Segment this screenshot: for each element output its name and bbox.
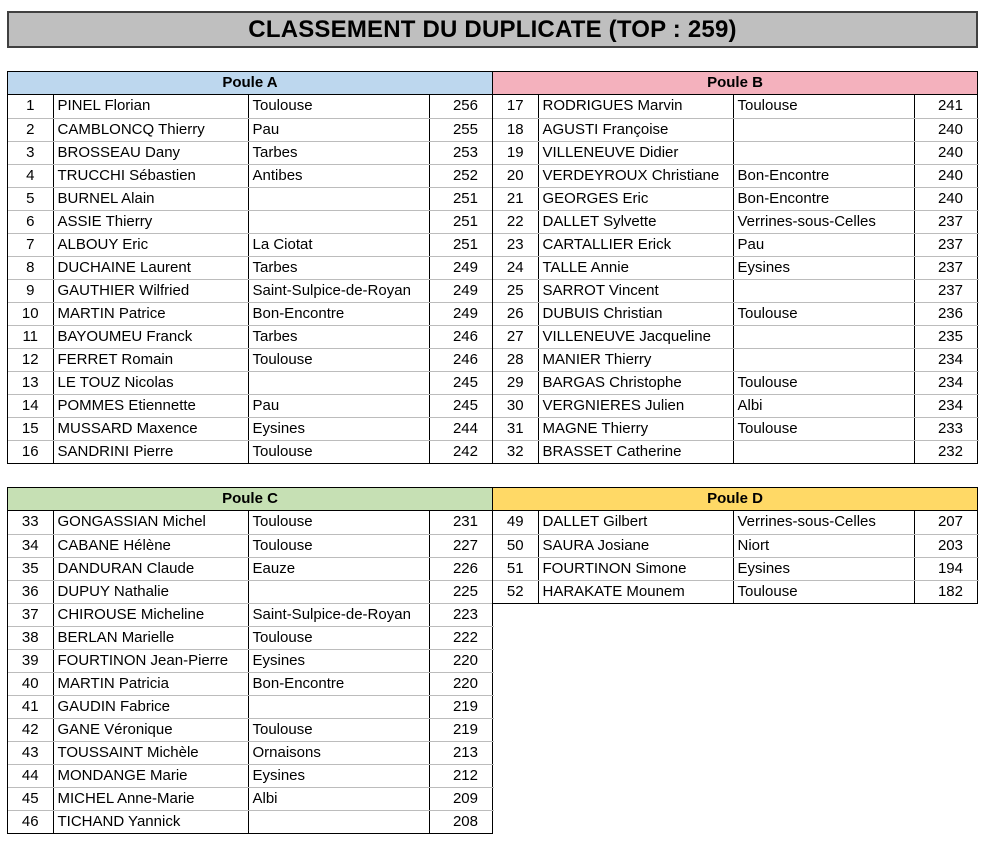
table-row <box>493 580 979 603</box>
city-cell: Antibes <box>248 164 429 187</box>
score-cell: 240 <box>914 164 979 187</box>
table-row <box>8 233 494 256</box>
city-cell: Verrines-sous-Celles <box>733 511 914 534</box>
city-cell: Toulouse <box>733 417 914 440</box>
player-name-cell: ALBOUY Eric <box>53 233 248 256</box>
city-cell <box>248 810 429 833</box>
player-name-cell: SARROT Vincent <box>538 279 733 302</box>
player-name-cell: MICHEL Anne-Marie <box>53 787 248 810</box>
score-cell: 232 <box>937 442 963 460</box>
player-name-cell: MUSSARD Maxence <box>53 417 248 440</box>
score-cell: 256 <box>429 95 494 118</box>
score-cell: 241 <box>914 95 979 118</box>
rank-cell: 37 <box>8 603 53 626</box>
player-name-cell: BROSSEAU Dany <box>53 141 248 164</box>
city-cell <box>733 440 914 463</box>
score-cell: 233 <box>914 417 979 440</box>
poule-a-table <box>7 71 493 464</box>
rank-cell: 13 <box>8 371 53 394</box>
rank-cell: 22 <box>493 210 538 233</box>
rank-cell: 50 <box>493 534 538 557</box>
rank-cell: 23 <box>493 233 538 256</box>
city-cell: Tarbes <box>248 256 429 279</box>
table-row <box>493 164 979 187</box>
score-cell: 237 <box>914 279 979 302</box>
score-cell: 236 <box>914 302 979 325</box>
player-name-cell: CAMBLONCQ Thierry <box>53 118 248 141</box>
rank-cell: 46 <box>8 810 53 833</box>
rank-cell: 41 <box>8 695 53 718</box>
table-row <box>493 233 979 256</box>
table-row <box>8 764 494 787</box>
score-cell: 242 <box>452 442 478 460</box>
player-name-cell: AGUSTI Françoise <box>538 118 733 141</box>
city-cell: Bon-Encontre <box>248 672 429 695</box>
score-cell: 219 <box>429 695 494 718</box>
rank-cell: 9 <box>8 279 53 302</box>
player-name-cell: CHIROUSE Micheline <box>53 603 248 626</box>
rank-cell: 43 <box>8 741 53 764</box>
poule-c-header: Poule C <box>8 488 492 511</box>
rank-cell: 3 <box>8 141 53 164</box>
city-cell: La Ciotat <box>248 233 429 256</box>
score-cell: 251 <box>429 187 494 210</box>
table-row <box>8 649 494 672</box>
score-cell: 255 <box>429 118 494 141</box>
player-name-cell: FOURTINON Jean-Pierre <box>53 649 248 672</box>
city-cell: Pau <box>248 118 429 141</box>
score-cell: 245 <box>429 371 494 394</box>
score-cell: 223 <box>429 603 494 626</box>
score-cell: 240 <box>914 118 979 141</box>
city-cell: Toulouse <box>248 348 429 371</box>
table-row <box>8 417 494 440</box>
score-cell: 237 <box>914 210 979 233</box>
table-row <box>493 511 979 534</box>
score-cell: 208 <box>452 812 478 830</box>
score-cell: 251 <box>429 233 494 256</box>
player-name-cell: DUCHAINE Laurent <box>53 256 248 279</box>
score-cell: 246 <box>429 348 494 371</box>
score-cell: 194 <box>914 557 979 580</box>
city-cell: Albi <box>733 394 914 417</box>
table-row <box>493 279 979 302</box>
city-cell <box>733 279 914 302</box>
player-name-cell: VILLENEUVE Didier <box>538 141 733 164</box>
rank-cell: 7 <box>8 233 53 256</box>
table-row <box>8 787 494 810</box>
player-name-cell: BARGAS Christophe <box>538 371 733 394</box>
table-row <box>493 371 979 394</box>
rank-cell: 18 <box>493 118 538 141</box>
score-cell: 212 <box>429 764 494 787</box>
rank-cell: 51 <box>493 557 538 580</box>
score-cell: 237 <box>914 233 979 256</box>
table-row <box>8 256 494 279</box>
city-cell: Eysines <box>248 764 429 787</box>
rank-cell: 27 <box>493 325 538 348</box>
city-cell: Pau <box>248 394 429 417</box>
table-row <box>8 672 494 695</box>
table-row <box>8 534 494 557</box>
player-name-cell: VILLENEUVE Jacqueline <box>538 325 733 348</box>
player-name-cell: SAURA Josiane <box>538 534 733 557</box>
page-title: CLASSEMENT DU DUPLICATE (TOP : 259) <box>7 11 978 48</box>
rank-cell: 24 <box>493 256 538 279</box>
city-cell: Eysines <box>733 557 914 580</box>
rank-cell: 17 <box>493 95 538 118</box>
rank-cell: 35 <box>8 557 53 580</box>
rank-cell: 45 <box>8 787 53 810</box>
score-cell: 226 <box>429 557 494 580</box>
poule-b-header: Poule B <box>493 72 977 95</box>
city-cell <box>248 580 429 603</box>
player-name-cell: DALLET Gilbert <box>538 511 733 534</box>
city-cell <box>248 695 429 718</box>
rank-cell: 14 <box>8 394 53 417</box>
rank-cell: 20 <box>493 164 538 187</box>
score-cell: 245 <box>429 394 494 417</box>
table-row <box>493 348 979 371</box>
rank-cell: 21 <box>493 187 538 210</box>
rank-cell: 39 <box>8 649 53 672</box>
player-name-cell: DUBUIS Christian <box>538 302 733 325</box>
rank-cell: 42 <box>8 718 53 741</box>
table-row <box>8 348 494 371</box>
city-cell: Tarbes <box>248 325 429 348</box>
rank-cell: 32 <box>493 440 538 463</box>
table-row <box>493 394 979 417</box>
player-name-cell: VERDEYROUX Christiane <box>538 164 733 187</box>
table-row <box>493 187 979 210</box>
player-name-cell: PINEL Florian <box>53 95 248 118</box>
score-cell: 246 <box>429 325 494 348</box>
score-cell: 234 <box>914 394 979 417</box>
table-row <box>8 810 494 833</box>
table-row <box>493 557 979 580</box>
score-cell: 227 <box>429 534 494 557</box>
score-cell: 234 <box>914 348 979 371</box>
table-row <box>493 440 979 463</box>
table-row <box>8 695 494 718</box>
poule-d-header: Poule D <box>493 488 977 511</box>
player-name-cell: MARTIN Patricia <box>53 672 248 695</box>
score-cell: 249 <box>429 256 494 279</box>
city-cell <box>248 210 429 233</box>
table-row <box>8 187 494 210</box>
city-cell: Eysines <box>248 417 429 440</box>
table-row <box>8 440 494 463</box>
score-cell: 249 <box>429 302 494 325</box>
player-name-cell: GAUTHIER Wilfried <box>53 279 248 302</box>
rank-cell: 26 <box>493 302 538 325</box>
table-row <box>493 141 979 164</box>
score-cell: 240 <box>914 187 979 210</box>
table-row <box>8 394 494 417</box>
city-cell: Toulouse <box>733 302 914 325</box>
player-name-cell: CARTALLIER Erick <box>538 233 733 256</box>
poule-c-table <box>7 487 493 834</box>
rank-cell: 44 <box>8 764 53 787</box>
player-name-cell: TICHAND Yannick <box>53 810 248 833</box>
table-row <box>493 95 979 118</box>
rank-cell: 31 <box>493 417 538 440</box>
player-name-cell: CABANE Hélène <box>53 534 248 557</box>
rank-cell: 6 <box>8 210 53 233</box>
table-row <box>493 417 979 440</box>
rank-cell: 38 <box>8 626 53 649</box>
player-name-cell: MAGNE Thierry <box>538 417 733 440</box>
score-cell: 240 <box>914 141 979 164</box>
rank-cell: 36 <box>8 580 53 603</box>
city-cell: Toulouse <box>248 440 429 463</box>
rank-cell: 12 <box>8 348 53 371</box>
city-cell: Toulouse <box>733 580 914 603</box>
score-cell: 182 <box>937 582 963 600</box>
table-row <box>493 534 979 557</box>
player-name-cell: FERRET Romain <box>53 348 248 371</box>
player-name-cell: VERGNIERES Julien <box>538 394 733 417</box>
poule-b-rows <box>493 95 979 463</box>
rank-cell: 33 <box>8 511 53 534</box>
city-cell: Bon-Encontre <box>733 187 914 210</box>
score-cell: 219 <box>429 718 494 741</box>
player-name-cell: BAYOUMEU Franck <box>53 325 248 348</box>
score-cell: 203 <box>914 534 979 557</box>
rank-cell: 40 <box>8 672 53 695</box>
table-row <box>493 118 979 141</box>
poule-a-rows <box>8 95 494 463</box>
player-name-cell: RODRIGUES Marvin <box>538 95 733 118</box>
table-row <box>493 302 979 325</box>
table-row <box>493 325 979 348</box>
score-cell: 207 <box>914 511 979 534</box>
city-cell: Toulouse <box>248 534 429 557</box>
player-name-cell: POMMES Etiennette <box>53 394 248 417</box>
score-cell: 231 <box>429 511 494 534</box>
player-name-cell: GEORGES Eric <box>538 187 733 210</box>
city-cell: Eauze <box>248 557 429 580</box>
rank-cell: 19 <box>493 141 538 164</box>
table-row <box>8 95 494 118</box>
player-name-cell: FOURTINON Simone <box>538 557 733 580</box>
city-cell: Saint-Sulpice-de-Royan <box>248 279 429 302</box>
city-cell: Toulouse <box>248 95 429 118</box>
score-cell: 251 <box>429 210 494 233</box>
city-cell: Toulouse <box>733 95 914 118</box>
player-name-cell: SANDRINI Pierre <box>53 440 248 463</box>
city-cell: Eysines <box>733 256 914 279</box>
rank-cell: 4 <box>8 164 53 187</box>
score-cell: 213 <box>429 741 494 764</box>
city-cell <box>248 371 429 394</box>
player-name-cell: GONGASSIAN Michel <box>53 511 248 534</box>
table-row <box>493 256 979 279</box>
score-cell: 244 <box>429 417 494 440</box>
city-cell: Eysines <box>248 649 429 672</box>
rank-cell: 28 <box>493 348 538 371</box>
city-cell: Pau <box>733 233 914 256</box>
city-cell: Ornaisons <box>248 741 429 764</box>
rank-cell: 52 <box>493 580 538 603</box>
player-name-cell: DALLET Sylvette <box>538 210 733 233</box>
table-row <box>8 741 494 764</box>
table-row <box>8 603 494 626</box>
rank-cell: 2 <box>8 118 53 141</box>
table-row <box>8 626 494 649</box>
player-name-cell: TOUSSAINT Michèle <box>53 741 248 764</box>
table-row <box>8 557 494 580</box>
score-cell: 225 <box>429 580 494 603</box>
score-cell: 235 <box>914 325 979 348</box>
score-cell: 220 <box>429 649 494 672</box>
city-cell: Toulouse <box>248 626 429 649</box>
city-cell: Tarbes <box>248 141 429 164</box>
city-cell: Verrines-sous-Celles <box>733 210 914 233</box>
city-cell: Toulouse <box>248 511 429 534</box>
city-cell: Bon-Encontre <box>248 302 429 325</box>
table-row <box>8 141 494 164</box>
rank-cell: 30 <box>493 394 538 417</box>
city-cell <box>733 325 914 348</box>
poule-b-table <box>492 71 978 464</box>
rank-cell: 34 <box>8 534 53 557</box>
rank-cell: 25 <box>493 279 538 302</box>
rank-cell: 15 <box>8 417 53 440</box>
score-cell: 249 <box>429 279 494 302</box>
table-row <box>8 718 494 741</box>
table-row <box>8 580 494 603</box>
table-row <box>493 210 979 233</box>
score-cell: 237 <box>914 256 979 279</box>
table-row <box>8 325 494 348</box>
rank-cell: 10 <box>8 302 53 325</box>
table-row <box>8 302 494 325</box>
player-name-cell: BRASSET Catherine <box>538 440 733 463</box>
city-cell <box>733 118 914 141</box>
score-cell: 222 <box>429 626 494 649</box>
player-name-cell: ASSIE Thierry <box>53 210 248 233</box>
city-cell: Bon-Encontre <box>733 164 914 187</box>
score-cell: 234 <box>914 371 979 394</box>
city-cell: Toulouse <box>248 718 429 741</box>
table-row <box>8 371 494 394</box>
poule-d-table <box>492 487 978 604</box>
player-name-cell: MANIER Thierry <box>538 348 733 371</box>
player-name-cell: HARAKATE Mounem <box>538 580 733 603</box>
poule-c-rows <box>8 511 494 833</box>
city-cell: Toulouse <box>733 371 914 394</box>
rank-cell: 49 <box>493 511 538 534</box>
score-cell: 220 <box>429 672 494 695</box>
poule-d-rows <box>493 511 979 603</box>
player-name-cell: GANE Véronique <box>53 718 248 741</box>
table-row <box>8 511 494 534</box>
rank-cell: 1 <box>8 95 53 118</box>
poule-a-header: Poule A <box>8 72 492 95</box>
player-name-cell: MONDANGE Marie <box>53 764 248 787</box>
rank-cell: 11 <box>8 325 53 348</box>
table-row <box>8 210 494 233</box>
player-name-cell: BURNEL Alain <box>53 187 248 210</box>
player-name-cell: TALLE Annie <box>538 256 733 279</box>
city-cell: Albi <box>248 787 429 810</box>
rank-cell: 8 <box>8 256 53 279</box>
rank-cell: 5 <box>8 187 53 210</box>
rank-cell: 29 <box>493 371 538 394</box>
player-name-cell: GAUDIN Fabrice <box>53 695 248 718</box>
city-cell <box>733 348 914 371</box>
player-name-cell: DANDURAN Claude <box>53 557 248 580</box>
score-cell: 209 <box>429 787 494 810</box>
table-row <box>8 279 494 302</box>
rank-cell: 16 <box>8 440 53 463</box>
city-cell <box>733 141 914 164</box>
table-row <box>8 164 494 187</box>
player-name-cell: BERLAN Marielle <box>53 626 248 649</box>
player-name-cell: LE TOUZ Nicolas <box>53 371 248 394</box>
player-name-cell: DUPUY Nathalie <box>53 580 248 603</box>
city-cell: Niort <box>733 534 914 557</box>
city-cell: Saint-Sulpice-de-Royan <box>248 603 429 626</box>
score-cell: 253 <box>429 141 494 164</box>
city-cell <box>248 187 429 210</box>
player-name-cell: TRUCCHI Sébastien <box>53 164 248 187</box>
player-name-cell: MARTIN Patrice <box>53 302 248 325</box>
table-row <box>8 118 494 141</box>
score-cell: 252 <box>429 164 494 187</box>
